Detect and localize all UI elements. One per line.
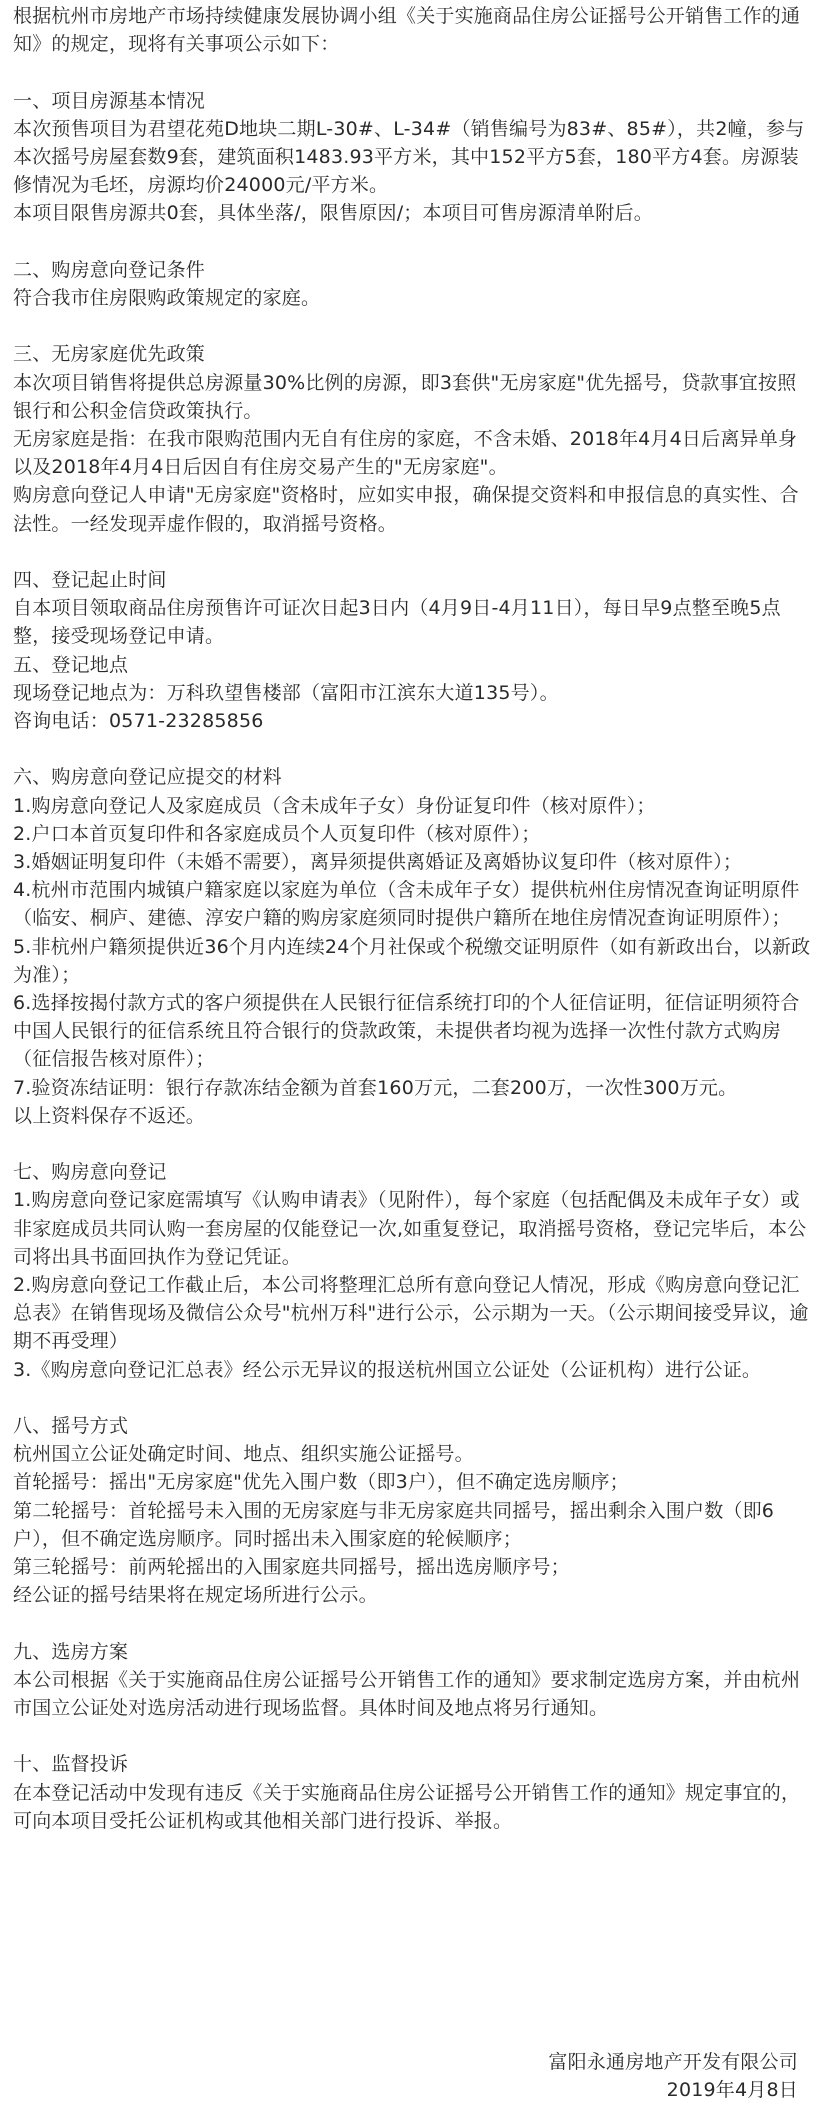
section-title: 五、登记地点 [13,653,129,676]
section-title: 一、项目房源基本情况 [13,89,206,112]
section-paragraph: 杭州国立公证处确定时间、地点、组织实施公证摇号。 [13,1443,474,1466]
section-title: 八、摇号方式 [13,1415,129,1438]
section-5 [13,651,813,736]
signature-block [398,2048,798,2104]
section-title: 九、选房方案 [13,1640,129,1663]
section-2 [13,256,813,312]
section-paragraph: 第二轮摇号：首轮摇号未入围的无房家庭与非无房家庭共同摇号，摇出剩余入围户数（即6户），但不确定选房顺序。同时摇出未入围家庭的轮候顺序； [13,1499,775,1550]
section-title: 三、无房家庭优先政策 [13,343,206,366]
list-item: 1.购房意向登记人及家庭成员（含未成年子女）身份证复印件（核对原件）； [13,794,656,817]
intro-paragraph: 根据杭州市房地产市场持续健康发展协调小组《关于实施商品住房公证摇号公开销售工作的通知》的规定，现将有关事项公示如下： [13,5,801,56]
section-title: 四、登记起止时间 [13,569,167,591]
section-paragraph: 本公司根据《关于实施商品住房公证摇号公开销售工作的通知》要求制定选房方案，并由杭州市国立公证处对选房活动进行现场监督。具体时间及地点将另行通知。 [13,1668,801,1720]
list-item: 3.《购房意向登记汇总表》经公示无异议的报送杭州国立公证处（公证机构）进行公证。 [13,1358,762,1381]
section-paragraph: 首轮摇号：摇出"无房家庭"优先入围户数（即3户），但不确定选房顺序； [13,1471,629,1494]
section-paragraph: 无房家庭是指：在我市限购范围内无自有住房的家庭，不含未婚、2018年4月4日后离异单身以及2018年4月4日后因自有住房交易产生的"无房家庭"。 [13,428,798,479]
section-4 [13,566,813,651]
section-paragraph: 第三轮摇号：前两轮摇出的入围家庭共同摇号，摇出选房顺序号； [13,1556,570,1579]
section-paragraph: 本次预售项目为君望花苑D地块二期L-30#、L-34#（销售编号为83#、85#），共2幢，参与本次摇号房屋套数9套，建筑面积1483.93平方米，其中152平方5套，180平方4套。房源装修情况为毛坯，房源均价24000元/平方米。 [13,117,805,197]
list-item: 2.户口本首页复印件和各家庭成员个人页复印件（核对原件）； [13,822,541,845]
list-item: 7.验资冻结证明：银行存款冻结金额为首套160万元，二套200万，一次性300万元。 [13,1076,738,1099]
section-paragraph: 本次项目销售将提供总房源量30%比例的房源，即3套供"无房家庭"优先摇号，贷款事宜按照银行和公积金信贷政策执行。 [13,371,797,422]
notice-document [13,2,813,1835]
section-paragraph: 现场登记地点为：万科玖望售楼部（富阳市江滨东大道135号）。 [13,681,559,704]
section-1 [13,87,813,228]
section-title: 二、购房意向登记条件 [13,258,206,281]
section-title: 十、监督投诉 [13,1753,129,1776]
list-item: 4.杭州市范围内城镇户籍家庭以家庭为单位（含未成年子女）提供杭州住房情况查询证明原件（临安、桐庐、建德、淳安户籍的购房家庭须同时提供户籍所在地住房情况查询证明原件）； [13,879,800,930]
section-7 [13,1158,813,1384]
section-paragraph: 自本项目领取商品住房预售许可证次日起3日内（4月9日-4月11日），每日早9点整至晚5点整，接受现场登记申请。 [13,597,781,648]
section-6 [13,763,813,1130]
section-8 [13,1412,813,1609]
section-title: 七、购房意向登记 [13,1161,167,1184]
section-paragraph: 以上资料保存不返还。 [13,1104,206,1127]
section-3 [13,340,813,537]
list-item: 5.非杭州户籍须提供近36个月内连续24个月社保或个税缴交证明原件（如有新政出台，以新政为准）； [13,935,811,986]
signature-date: 2019年4月8日 [666,2079,798,2102]
list-item: 1.购房意向登记家庭需填写《认购申请表》（见附件），每个家庭（包括配偶及未成年子女）或非家庭成员共同认购一套房屋的仅能登记一次,如重复登记，取消摇号资格，登记完毕后，本公司将出具书面回执作为登记凭证。 [13,1189,807,1268]
section-paragraph: 在本登记活动中发现有违反《关于实施商品住房公证摇号公开销售工作的通知》规定事宜的，可向本项目受托公证机构或其他相关部门进行投诉、举报。 [13,1781,801,1832]
company-name: 富阳永通房地产开发有限公司 [548,2051,798,2073]
section-10 [13,1750,813,1835]
section-paragraph: 经公证的摇号结果将在规定场所进行公示。 [13,1584,378,1607]
section-paragraph: 本项目限售房源共0套，具体坐落/，限售原因/；本项目可售房源清单附后。 [13,202,653,225]
list-item: 6.选择按揭付款方式的客户须提供在人民银行征信系统打印的个人征信证明，征信证明须符合中国人民银行的征信系统且符合银行的贷款政策，未提供者均视为选择一次性付款方式购房（征信报告核对原件）； [13,992,800,1071]
list-item: 3.婚姻证明复印件（未婚不需要），离异须提供离婚证及离婚协议复印件（核对原件）； [13,851,743,874]
list-item: 2.购房意向登记工作截止后，本公司将整理汇总所有意向登记人情况，形成《购房意向登记汇总表》在销售现场及微信公众号"杭州万科"进行公示，公示期为一天。（公示期间接受异议，逾期不再受理） [13,1274,809,1353]
contact-phone: 咨询电话：0571-23285856 [13,710,264,733]
section-9 [13,1638,813,1723]
section-title: 六、购房意向登记应提交的材料 [13,766,282,789]
section-paragraph: 符合我市住房限购政策规定的家庭。 [13,287,321,309]
section-paragraph: 购房意向登记人申请"无房家庭"资格时，应如实申报，确保提交资料和申报信息的真实性、合法性。一经发现弄虚作假的，取消摇号资格。 [13,484,799,535]
